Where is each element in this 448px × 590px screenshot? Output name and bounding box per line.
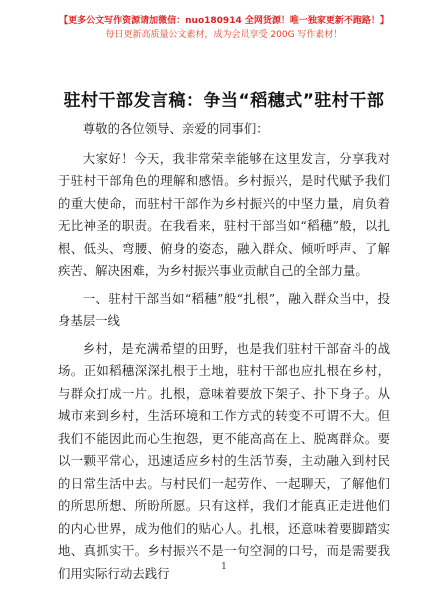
- document-body: [58, 118, 390, 590]
- page-number: 1: [221, 562, 227, 572]
- body-paragraph-2: 乡村，是充满希望的田野，也是我们驻村干部奋斗的战场。正如稻穗深深扎根于土地，驻村干部也应扎根在乡村，与群众打成一片。扎根，意味着要放下架子、扑下身子。从城市来到乡村，生活环境和工作方式的转变不可谓不大。但我们不能因此而心生抱怨，更不能高高在上、脱离群众。要以一颗平常心，迅速适应乡村的生活节奏，主动融入到村民的日常生活中去。与村民们一起劳作、一起聊天，了解他们的所思所想、所盼所愿。只有这样，我们才能真正走进他们的内心世界，成为他们的贴心人。扎根，还意味着要脚踏实地、真抓实干。乡村振兴不是一句空洞的口号，而是需要我们用实际行动去践行: [58, 340, 390, 581]
- promo-banner-line2: 每日更新高质量公文素材，成为会员享受 200G 写作素材！: [105, 30, 343, 40]
- body-paragraph-1: 大家好！今天，我非常荣幸能够在这里发言，分享我对于驻村干部角色的理解和感悟。乡村振兴，是时代赋予我们的重大使命，而驻村干部作为乡村振兴的中坚力量，肩负着无比神圣的职责。在我看来，驻村干部当如“稻穗”般，以扎根、低头、弯腰、俯身的姿态，融入群众、倾听呼声、了解疾苦、解决困难，为乡村振兴事业贡献自己的全部力量。: [58, 150, 390, 278]
- promo-banner-line1: 【更多公文写作资源请加微信：nuo180914 全网货源！唯一独家更新不跑路！】: [59, 16, 389, 26]
- promo-banner: [0, 14, 448, 42]
- document-title: 驻村干部发言稿：争当“稻穗式”驻村干部: [63, 91, 385, 111]
- section-heading-1: 一、驻村干部当如“稻穗”般“扎根”，融入群众当中，投身基层一线: [58, 290, 390, 328]
- greeting-paragraph: 尊敬的各位领导、亲爱的同事们：: [82, 121, 269, 136]
